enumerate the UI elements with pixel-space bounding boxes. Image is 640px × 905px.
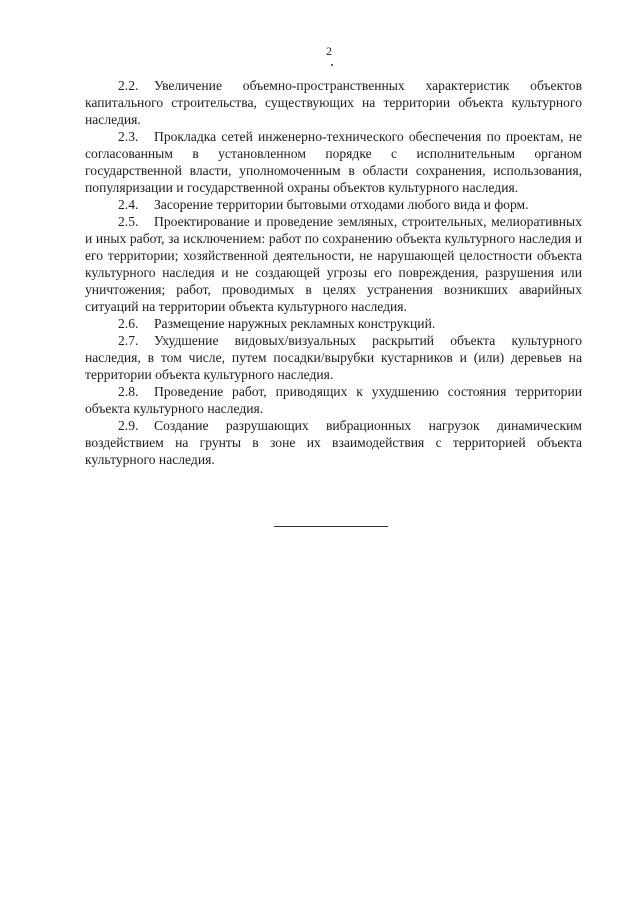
item-number: 2.3. <box>118 129 139 144</box>
item-text: Прокладка сетей инженерно-технического обеспечения по проектам, не согласованным в установленном порядке с исполнительным органом государственной власти, уполномоченным в области сохранения, использования, популяризации и государственной охраны объектов культурного наследия. <box>85 129 582 195</box>
item-text: Размещение наружных рекламных конструкций. <box>154 316 436 331</box>
list-item <box>85 128 582 196</box>
list-item <box>85 213 582 315</box>
list-item <box>85 315 582 332</box>
list-item <box>85 383 582 417</box>
restrictions-list <box>85 77 582 468</box>
page-number: 2 <box>326 44 332 58</box>
item-number: 2.8. <box>118 384 139 399</box>
item-number: 2.6. <box>118 316 139 331</box>
item-text: Ухудшение видовых/визуальных раскрытий объекта культурного наследия, в том числе, путем посадки/вырубки кустарников и (или) деревьев на территории объекта культурного наследия. <box>85 333 582 382</box>
item-text: Засорение территории бытовыми отходами любого вида и форм. <box>154 197 529 212</box>
item-number: 2.5. <box>118 214 139 229</box>
list-item <box>85 77 582 128</box>
item-text: Увеличение объемно-пространственных характеристик объектов капитального строительства, существующих на территории объекта культурного наследия. <box>85 78 582 127</box>
end-of-document-rule <box>274 526 388 527</box>
list-item <box>85 196 582 213</box>
item-text: Создание разрушающих вибрационных нагрузок динамическим воздействием на грунты в зоне их взаимодействия с территорией объекта культурного наследия. <box>85 418 582 467</box>
list-item <box>85 332 582 383</box>
item-number: 2.9. <box>118 418 139 433</box>
scan-speck <box>331 64 333 66</box>
list-item <box>85 417 582 468</box>
item-text: Проведение работ, приводящих к ухудшению состояния территории объекта культурного наследия. <box>85 384 582 416</box>
item-text: Проектирование и проведение земляных, строительных, мелиоративных и иных работ, за исключением: работ по сохранению объекта культурного наследия и его территории; хозяйственной деятельности, не нарушающей целостности объекта культурного наследия и не создающей угрозы его повреждения, разрушения или уничтожения; работ, проводимых в целях устранения возникших аварийных ситуаций на территории объекта культурного наследия. <box>85 214 582 314</box>
item-number: 2.4. <box>118 197 139 212</box>
item-number: 2.2. <box>118 78 139 93</box>
item-number: 2.7. <box>118 333 139 348</box>
